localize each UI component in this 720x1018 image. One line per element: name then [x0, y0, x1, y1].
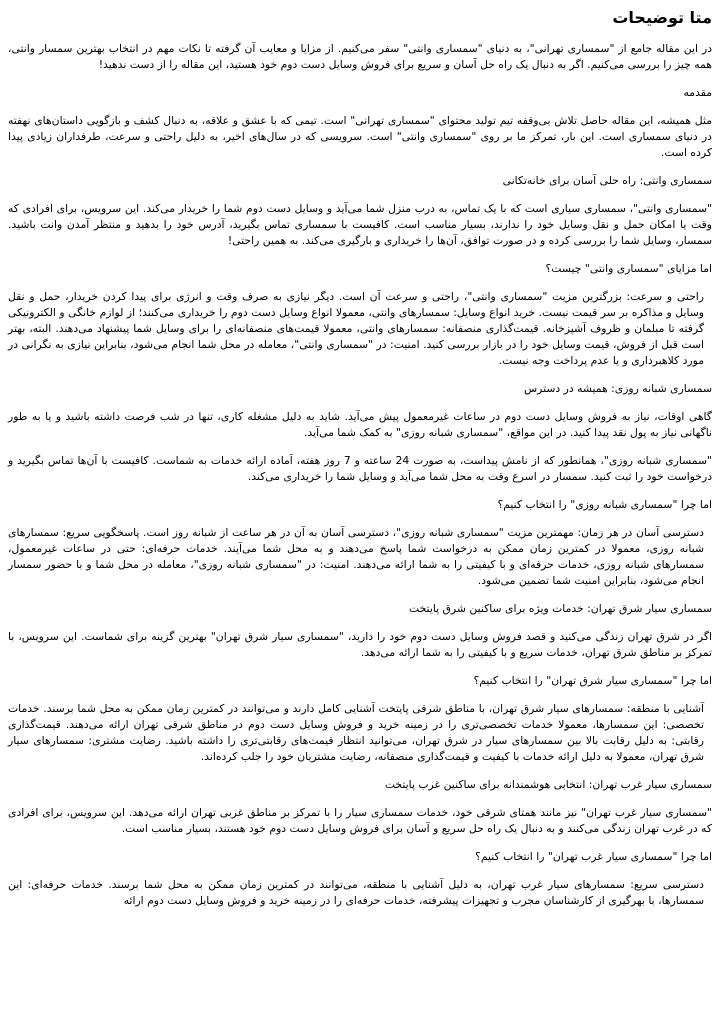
paragraph: آشنایی با منطقه: سمسارهای سیار شرق تهران، با مناطق شرقی پایتخت آشنایی کامل دارند و می‌توانند در کمترین زمان ممکن به محل شما برسند. خدمات تخصصی: این سمسارها، معمولا خدمات تخصصی‌تری را در زمینه خرید و فروش وسایل دست دوم در مناطق شرقی تهران ارائه می‌دهند. قیمت‌گذاری رقابتی: به دلیل رقابت بالا بین سمسارهای سیار در شرق تهران، می‌توانید انتظار قیمت‌های رقابتی‌تری را داشته باشید. رضایت مشتری: سمسارهای سیار شرق تهران، معمولا به دلیل ارائه خدمات با کیفیت و قیمت‌گذاری منصفانه، رضایت مشتریان خود را جلب کرده‌اند. [8, 702, 704, 763]
paragraph: سمساری سیار غرب تهران: انتخابی هوشمندانه برای ساکنین غرب پایتخت [384, 778, 712, 791]
paragraph: سمساری سیار شرق تهران: خدمات ویژه برای ساکنین شرق پایتخت [408, 602, 712, 615]
paragraph: اما چرا "سمساری شبانه روزی" را انتخاب کنیم؟ [497, 498, 712, 511]
paragraph: "سمساری وانتی"، سمساری سیاری است که با یک تماس، به درب منزل شما می‌آید و وسایل دست دوم شما را خریدار می‌کند. این سرویس، برای افرادی که وقت یا امکان حمل و نقل وسایل خود را ندارند، بسیار مناسب است. کافیست با سمساری تماس بگیرید، آدرس خود را بدهید و منتظر آمدن وانت باشید. سمسار، وسایل شما را بررسی کرده و در صورت توافق، آن‌ها را خریداری و بارگیری می‌کند. به همین راحتی! [8, 202, 712, 247]
paragraph: دسترسی سریع: سمسارهای سیار غرب تهران، به دلیل آشنایی با منطقه، می‌توانند در کمترین زمان ممکن به محل شما برسند. خدمات حرفه‌ای: این سمسارها، با بهرگیری از کارشناسان مجرب و تجهیزات پیشرفته، خدمات حرفه‌ای را در زمینه خرید و فروش وسایل دست دوم ارائه [8, 878, 704, 907]
document-title: متا توضیحات [612, 8, 712, 27]
paragraph: اما چرا "سمساری سیار شرق تهران" را انتخاب کنیم؟ [473, 674, 712, 687]
paragraph: مقدمه [683, 86, 712, 99]
paragraph: "سمساری شبانه روزی"، همانطور که از نامش پیداست، به صورت 24 ساعته و 7 روز هفته، آماده ارائه خدمات به شماست. کافیست با آن‌ها تماس بگیرید و درخواست خود را ثبت کنید. سمسار در اسرع وقت به محل شما می‌آید و وسایل شما را خریداری می‌کند. [8, 454, 712, 483]
paragraph: مثل همیشه، این مقاله حاصل تلاش بی‌وقفه تیم تولید محتوای "سمساری تهرانی" است. تیمی که با عشق و علاقه، به دنبال کشف و بازگویی داستان‌های نهفته در دنیای سمساری است. این بار، تمرکز ما بر روی "سمساری وانتی" است. سرویسی که در سال‌های اخیر، به دلیل راحتی و سرعت، طرفداران زیادی پیدا کرده است. [8, 114, 712, 159]
paragraph: "سمساری سیار غرب تهران" نیز مانند همتای شرقی خود، خدمات سمساری سیار را با تمرکز بر مناطق غربی تهران ارائه می‌دهد. این سرویس، برای افرادی که در غرب تهران زندگی می‌کنند و به دنبال یک راه حل سریع و آسان برای فروش وسایل دست دوم خود هستند، بسیار مناسب است. [8, 806, 712, 835]
paragraph: اما چرا "سمساری سیار غرب تهران" را انتخاب کنیم؟ [475, 850, 712, 863]
paragraph: سمساری وانتی: راه حلی آسان برای خانه‌تکانی [502, 174, 712, 187]
paragraph: در این مقاله جامع از "سمساری تهرانی"، به دنیای "سمساری وانتی" سفر می‌کنیم. از مزایا و معایب آن گرفته تا نکات مهم در انتخاب بهترین سمسار وانتی، همه چیز را بررسی می‌کنیم. اگر به دنبال یک راه حل آسان و سریع برای فروش وسایل دست دوم خود هستید، این مقاله را از دست ندهید! [8, 42, 712, 71]
paragraph: راحتی و سرعت: بزرگترین مزیت "سمساری وانتی"، راحتی و سرعت آن است. دیگر نیازی به صرف وقت و انرژی برای پیدا کردن خریدار، حمل و نقل وسایل و مذاکره بر سر قیمت نیست. خرید انواع وسایل: سمسارهای وانتی، معمولا انواع وسایل دست دوم را خریداری می‌کنند؛ از لوازم خانگی و الکترونیکی گرفته تا مبلمان و ظروف آشپزخانه. قیمت‌گذاری منصفانه: سمسارهای وانتی، معمولا قیمت‌های منصفانه‌ای را برای وسایل شما پیشنهاد می‌دهند. البته، بهتر است قبل از فروش، قیمت وسایل خود را در بازار بررسی کنید. امنیت: در "سمساری وانتی"، معامله در محل شما انجام می‌شود، بنابراین نیازی به نگرانی در مورد کلاهبرداری و یا عدم پرداخت وجه نیست. [8, 290, 704, 367]
paragraph: گاهی اوقات، نیاز به فروش وسایل دست دوم در ساعات غیرمعمول پیش می‌آید. شاید به دلیل مشغله کاری، تنها در شب فرصت داشته باشید و یا به طور ناگهانی نیاز به پول نقد پیدا کنید. در این مواقع، "سمساری شبانه روزی" به کمک شما می‌آید. [8, 410, 712, 439]
document-body [8, 41, 712, 909]
paragraph: اما مزایای "سمساری وانتی" چیست؟ [545, 262, 712, 275]
paragraph: اگر در شرق تهران زندگی می‌کنید و قصد فروش وسایل دست دوم خود را دارید، "سمساری سیار شرق تهران" بهترین گزینه برای شماست. این سرویس، با تمرکز بر مناطق شرق تهران، خدمات سریع و با کیفیتی را به شما ارائه می‌دهد. [8, 630, 712, 659]
paragraph: دسترسی آسان در هر زمان: مهمترین مزیت "سمساری شبانه روزی"، دسترسی آسان به آن در هر ساعت از شبانه روز است. پاسخگویی سریع: سمسارهای شبانه روزی، معمولا در کمترین زمان ممکن به درخواست شما پاسخ می‌دهند و به محل شما می‌آیند. خدمات حرفه‌ای: حتی در ساعات غیرمعمول، سمسارهای شبانه روزی، خدمات حرفه‌ای و با کیفیتی را به شما ارائه می‌دهند. امنیت: در "سمساری شبانه روزی"، معامله در محل شما و با حضور سمسار انجام می‌شود، بنابراین امنیت شما تضمین می‌شود. [8, 526, 704, 587]
paragraph: سمساری شبانه روزی: همیشه در دسترس [523, 382, 712, 395]
